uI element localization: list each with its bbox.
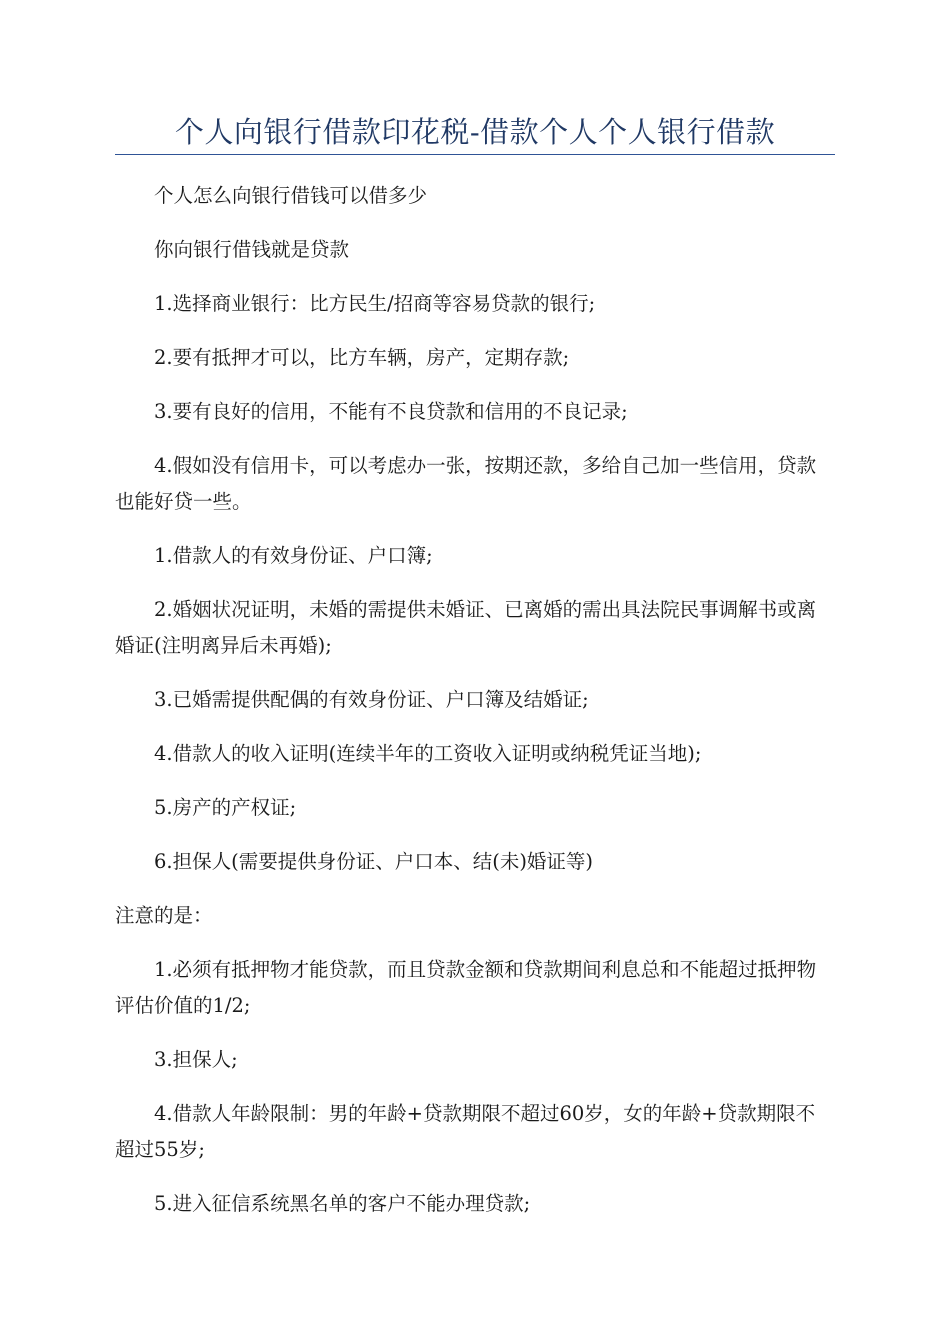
paragraph: 3.担保人; xyxy=(154,1048,238,1071)
paragraph: 5.进入征信系统黑名单的客户不能办理贷款; xyxy=(154,1192,531,1215)
paragraph: 1.借款人的有效身份证、户口簿; xyxy=(154,544,433,567)
paragraph: 6.担保人(需要提供身份证、户口本、结(未)婚证等) xyxy=(154,850,594,873)
paragraph: 个人怎么向银行借钱可以借多少 xyxy=(154,184,428,207)
paragraph: 你向银行借钱就是贷款 xyxy=(154,238,350,261)
paragraph: 2.要有抵押才可以，比方车辆，房产，定期存款; xyxy=(154,346,570,369)
paragraph: 1.选择商业银行：比方民生/招商等容易贷款的银行; xyxy=(154,292,596,315)
paragraph: 3.已婚需提供配偶的有效身份证、户口簿及结婚证; xyxy=(154,688,589,711)
paragraph: 5.房产的产权证; xyxy=(154,796,297,819)
paragraph: 3.要有良好的信用，不能有不良贷款和信用的不良记录; xyxy=(154,400,628,423)
paragraph: 4.假如没有信用卡，可以考虑办一张，按期还款，多给自己加一些信用，贷款也能好贷一些。 xyxy=(115,454,817,513)
paragraph: 注意的是： xyxy=(115,904,213,927)
document-title: 个人向银行借款印花税-借款个人个人银行借款 xyxy=(174,115,776,149)
paragraph: 4.借款人年龄限制：男的年龄+贷款期限不超过60岁，女的年龄+贷款期限不超过55岁; xyxy=(115,1102,816,1161)
title-underline xyxy=(115,154,835,155)
paragraph: 4.借款人的收入证明(连续半年的工资收入证明或纳税凭证当地); xyxy=(154,742,702,765)
paragraph: 1.必须有抵押物才能贷款，而且贷款金额和贷款期间利息总和不能超过抵押物评估价值的1/2; xyxy=(115,958,817,1017)
document-body xyxy=(115,178,833,1240)
paragraph: 2.婚姻状况证明，未婚的需提供未婚证、已离婚的需出具法院民事调解书或离婚证(注明离异后未再婚); xyxy=(115,598,817,657)
